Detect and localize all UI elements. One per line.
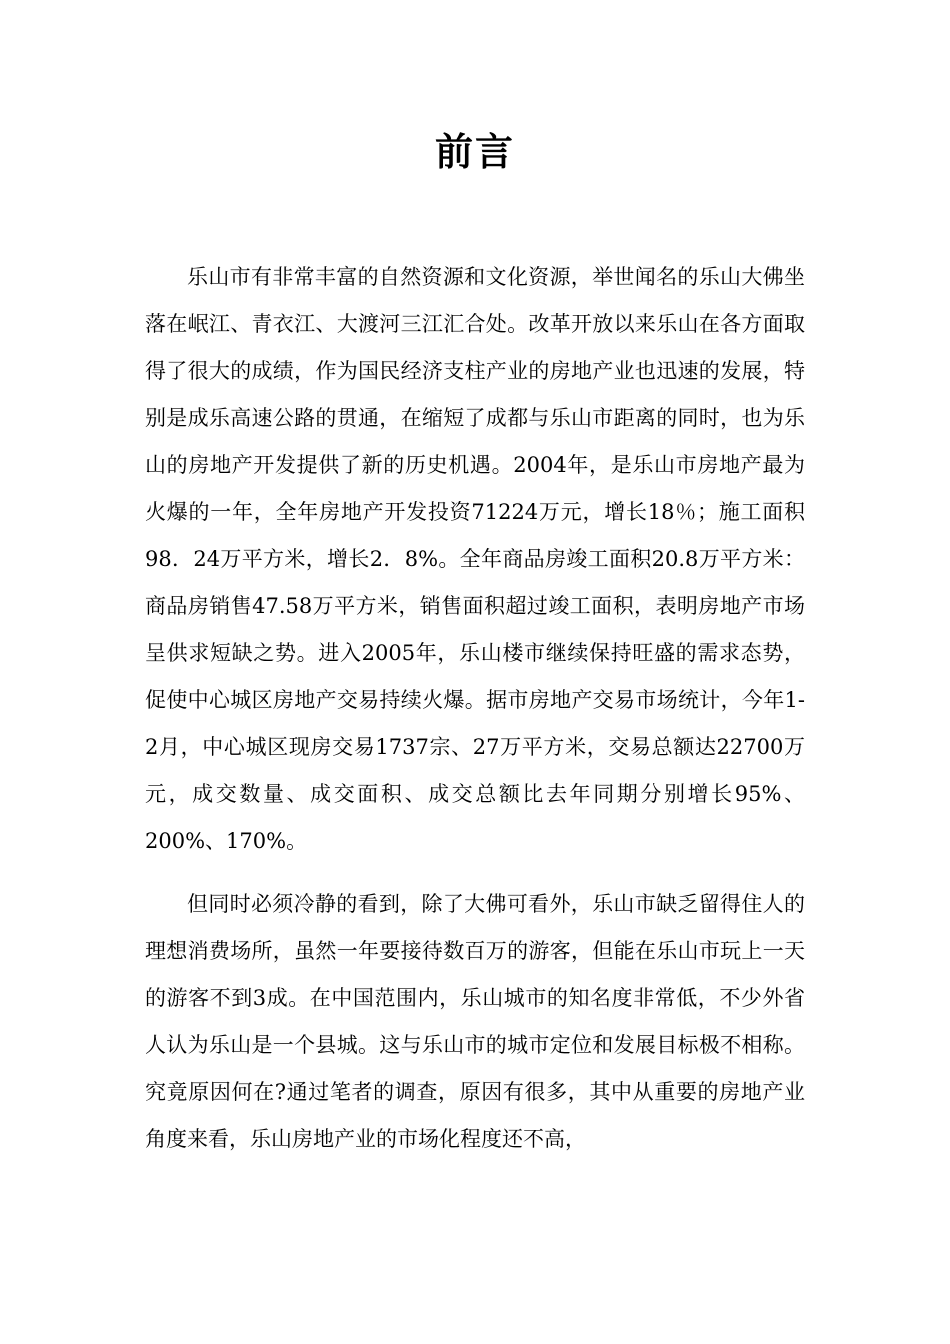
document-body bbox=[145, 254, 805, 1163]
paragraph-1: 乐山市有非常丰富的自然资源和文化资源，举世闻名的乐山大佛坐落在岷江、青衣江、大渡河三江汇合处。改革开放以来乐山在各方面取得了很大的成绩，作为国民经济支柱产业的房地产业也迅速的发展，特别是成乐高速公路的贯通，在缩短了成都与乐山市距离的同时，也为乐山的房地产开发提供了新的历史机遇。2004年，是乐山市房地产最为火爆的一年，全年房地产开发投资71224万元，增长18％；施工面积98．24万平方米，增长2．8%。全年商品房竣工面积20.8万平方米：商品房销售47.58万平方米，销售面积超过竣工面积，表明房地产市场呈供求短缺之势。进入2005年，乐山楼市继续保持旺盛的需求态势，促使中心城区房地产交易持续火爆。据市房地产交易市场统计，今年1-2月，中心城区现房交易1737宗、27万平方米，交易总额达22700万元，成交数量、成交面积、成交总额比去年同期分别增长95%、200%、170%。 bbox=[145, 265, 805, 853]
page-title: 前言 bbox=[434, 130, 515, 174]
paragraph-2: 但同时必须冷静的看到，除了大佛可看外，乐山市缺乏留得住人的理想消费场所，虽然一年要接待数百万的游客，但能在乐山市玩上一天的游客不到3成。在中国范围内，乐山城市的知名度非常低，不少外省人认为乐山是一个县城。这与乐山市的城市定位和发展目标极不相称。究竟原因何在?通过笔者的调查，原因有很多，其中从重要的房地产业角度来看，乐山房地产业的市场化程度还不高， bbox=[145, 892, 805, 1151]
